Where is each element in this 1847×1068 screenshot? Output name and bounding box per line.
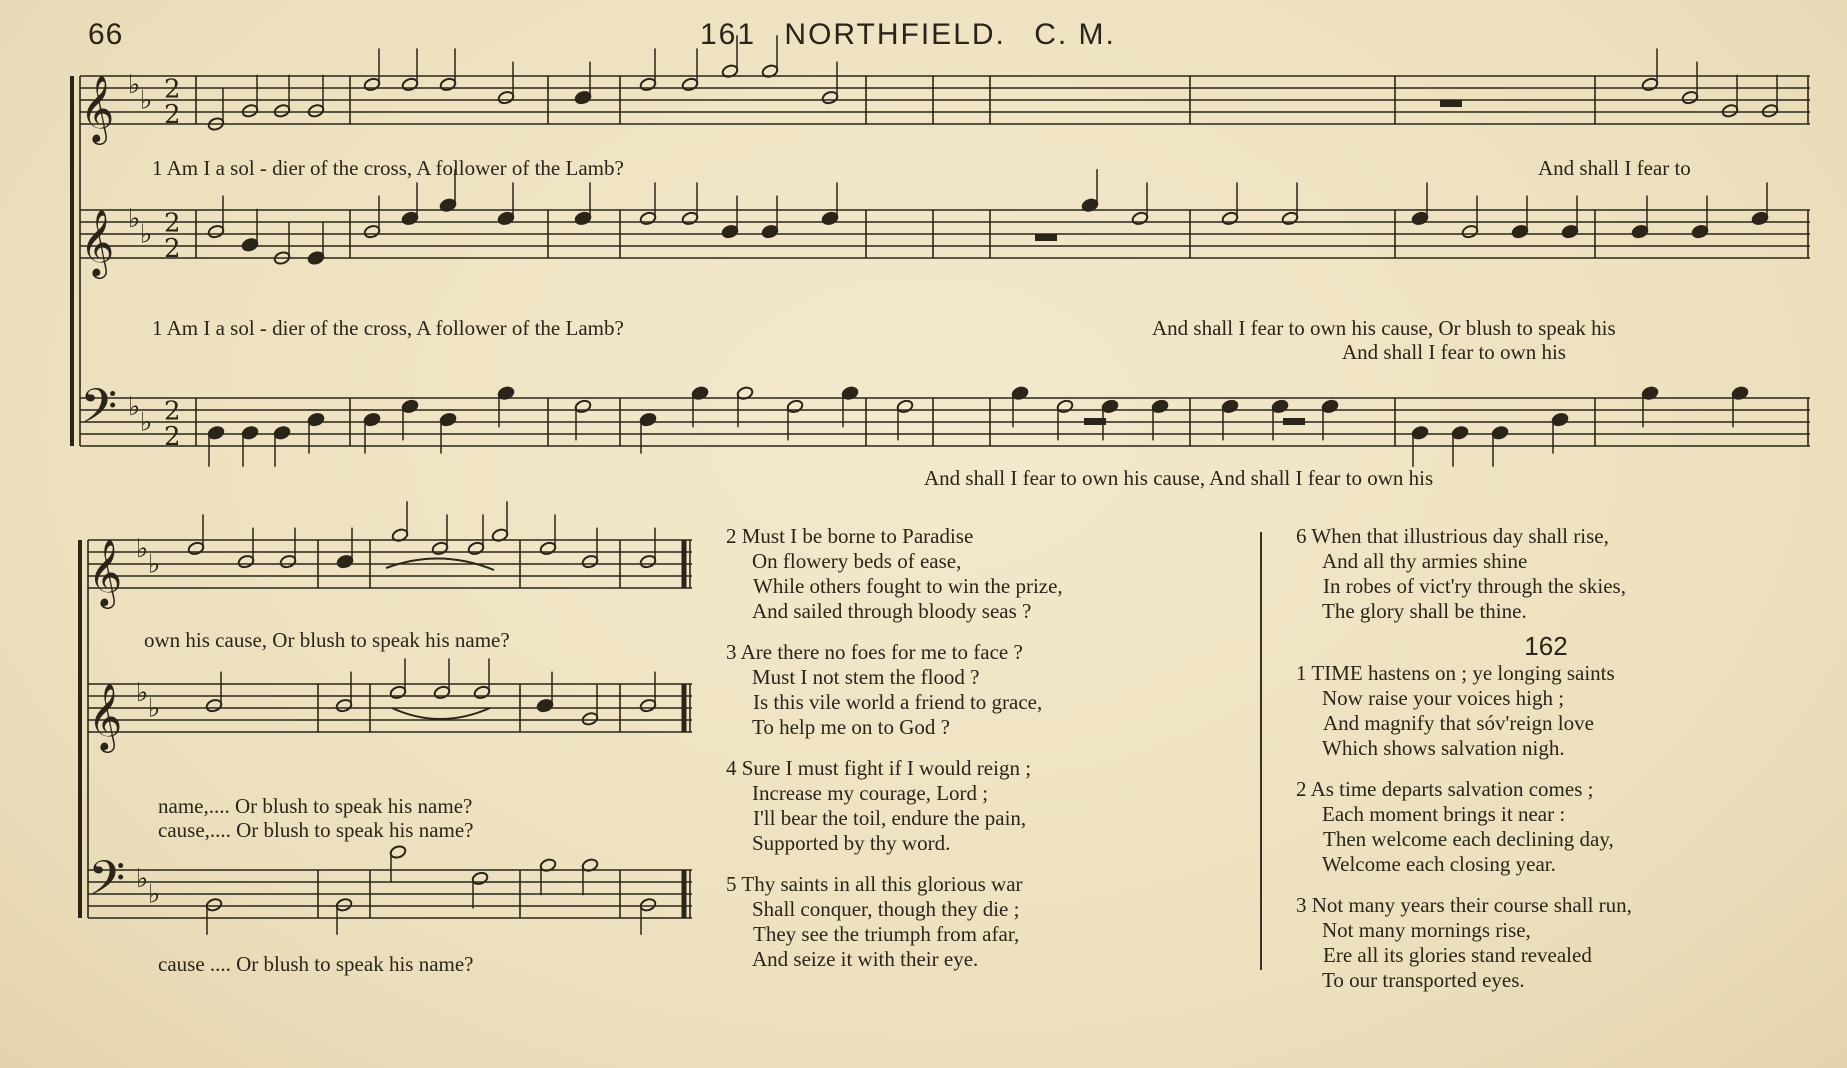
- verse-6: [1296, 524, 1696, 624]
- lyric-line: own his cause, Or blush to speak his name?: [144, 628, 510, 652]
- note-head: [307, 103, 325, 118]
- flat-icon: ♭: [128, 69, 141, 100]
- note-head: [1691, 224, 1709, 239]
- whole-rest-icon: [1035, 234, 1057, 241]
- hymn-162-verse-1: [1296, 661, 1696, 761]
- lyric-line: 1 Am I a sol - dier of the cross, A follower of the Lamb?: [152, 316, 624, 340]
- hymn-162-verse-3: [1296, 893, 1696, 993]
- verse-line: While others fought to win the prize,: [753, 574, 1063, 598]
- flat-icon: ♭: [140, 407, 153, 438]
- verse-5: [726, 872, 1063, 972]
- verse-line: 4 Sure I must fight if I would reign ;: [726, 756, 1032, 780]
- note-head: [401, 211, 419, 226]
- verse-line: And magnify that sóv'reign love: [1323, 711, 1594, 735]
- note-head: [497, 211, 515, 226]
- verse-3: [726, 640, 1063, 740]
- note-head: [207, 425, 225, 440]
- lyric-line: cause,.... Or blush to speak his name?: [158, 818, 474, 842]
- note-head: [439, 77, 457, 92]
- note-head: [761, 224, 779, 239]
- time-signature-bottom: 2: [164, 99, 181, 130]
- verse-line: On flowery beds of ease,: [752, 549, 962, 573]
- verse-line: They see the triumph from afar,: [753, 922, 1020, 946]
- note-head: [207, 224, 225, 239]
- slur-icon: [392, 708, 490, 719]
- note-head: [363, 224, 381, 239]
- whole-rest-icon: [1283, 418, 1305, 425]
- note-head: [279, 554, 297, 569]
- verse-line: 3 Not many years their course shall run,: [1296, 893, 1632, 917]
- flat-icon: ♭: [140, 219, 153, 250]
- time-signature-top: 2: [164, 74, 181, 105]
- note-head: [1101, 399, 1119, 414]
- flat-icon: ♭: [148, 549, 161, 580]
- note-head: [187, 541, 205, 556]
- note-head: [389, 685, 407, 700]
- note-head: [401, 399, 419, 414]
- note-head: [539, 541, 557, 556]
- note-head: [467, 541, 485, 556]
- verses-column-1: [726, 524, 1063, 988]
- bass-clef-icon: 𝄢: [80, 378, 118, 446]
- note-head: [1561, 224, 1579, 239]
- lyric-line: name,.... Or blush to speak his name?: [158, 794, 473, 818]
- note-head: [336, 554, 354, 569]
- verse-4: [726, 756, 1063, 856]
- note-head: [1631, 224, 1649, 239]
- verse-line: 2 As time departs salvation comes ;: [1296, 777, 1594, 801]
- time-signature-top: 2: [164, 396, 181, 427]
- treble-clef-icon: 𝄞: [80, 74, 115, 142]
- lyric-line: And shall I fear to: [1538, 156, 1691, 180]
- verse-line: And all thy armies shine: [1322, 549, 1528, 573]
- note-head: [241, 425, 259, 440]
- note-head: [721, 224, 739, 239]
- tune-name: NORTHFIELD.: [784, 18, 1006, 51]
- note-head: [363, 77, 381, 92]
- note-head: [273, 103, 291, 118]
- note-head: [307, 251, 325, 266]
- note-head: [389, 845, 407, 860]
- treble-clef-icon: 𝄞: [88, 682, 123, 750]
- note-head: [574, 399, 592, 414]
- flat-icon: ♭: [136, 863, 149, 894]
- note-head: [681, 211, 699, 226]
- note-head: [581, 554, 599, 569]
- note-head: [681, 77, 699, 92]
- bass-clef-icon: 𝄢: [88, 850, 126, 918]
- hymn-number-162: 162: [1524, 631, 1568, 661]
- verse-line: To help me on to God ?: [752, 715, 950, 739]
- hymn-162-verse-2: [1296, 777, 1696, 877]
- meter: C. M.: [1034, 18, 1116, 51]
- verse-line: 6 When that illustrious day shall rise,: [1296, 524, 1609, 548]
- flat-icon: ♭: [148, 693, 161, 724]
- note-head: [1131, 211, 1149, 226]
- verse-line: 3 Are there no foes for me to face ?: [726, 640, 1023, 664]
- note-head: [1321, 399, 1339, 414]
- note-head: [205, 897, 223, 912]
- flat-icon: ♭: [148, 879, 161, 910]
- verse-line: The glory shall be thine.: [1322, 599, 1527, 623]
- note-head: [896, 399, 914, 414]
- verse-line: To our transported eyes.: [1322, 968, 1525, 992]
- verse-line: Must I not stem the flood ?: [752, 665, 980, 689]
- note-head: [639, 554, 657, 569]
- note-head: [1411, 211, 1429, 226]
- lyric-line: And shall I fear to own his cause, Or blush to speak his: [1152, 316, 1616, 340]
- note-head: [1411, 425, 1429, 440]
- note-head: [821, 90, 839, 105]
- note-head: [786, 399, 804, 414]
- verse-line: In robes of vict'ry through the skies,: [1323, 574, 1626, 598]
- note-head: [497, 90, 515, 105]
- note-head: [401, 77, 419, 92]
- verse-line: And sailed through bloody seas ?: [752, 599, 1032, 623]
- note-head: [1681, 90, 1699, 105]
- note-head: [1221, 211, 1239, 226]
- verse-line: 5 Thy saints in all this glorious war: [726, 872, 1023, 896]
- note-head: [821, 211, 839, 226]
- verse-line: I'll bear the toil, endure the pain,: [753, 806, 1027, 830]
- note-head: [433, 685, 451, 700]
- verse-line: Now raise your voices high ;: [1322, 686, 1565, 710]
- flat-icon: ♭: [128, 203, 141, 234]
- time-signature-bottom: 2: [164, 421, 181, 452]
- note-head: [1461, 224, 1479, 239]
- whole-rest-icon: [1440, 100, 1462, 107]
- verse-line: Which shows salvation nigh.: [1322, 736, 1565, 760]
- note-head: [205, 698, 223, 713]
- note-head: [273, 425, 291, 440]
- note-head: [335, 698, 353, 713]
- note-head: [307, 412, 325, 427]
- verses-column-2: [1296, 524, 1696, 1009]
- verse-line: Is this vile world a friend to grace,: [753, 690, 1043, 714]
- lyric-line: 1 Am I a sol - dier of the cross, A follower of the Lamb?: [152, 156, 624, 180]
- note-head: [639, 698, 657, 713]
- hymn-number: 161: [700, 18, 757, 51]
- verse-line: 1 TIME hastens on ; ye longing saints: [1296, 661, 1615, 685]
- note-head: [639, 77, 657, 92]
- note-head: [639, 412, 657, 427]
- note-head: [1451, 425, 1469, 440]
- note-head: [536, 698, 554, 713]
- treble-clef-icon: 𝄞: [88, 538, 123, 606]
- note-head: [1151, 399, 1169, 414]
- flat-icon: ♭: [128, 391, 141, 422]
- note-head: [1761, 103, 1779, 118]
- verse-line: Ere all its glories stand revealed: [1323, 943, 1592, 967]
- verse-line: Not many mornings rise,: [1322, 918, 1531, 942]
- note-head: [1551, 412, 1569, 427]
- flat-icon: ♭: [140, 85, 153, 116]
- note-head: [1511, 224, 1529, 239]
- note-head: [431, 541, 449, 556]
- note-head: [1491, 425, 1509, 440]
- verse-2: [726, 524, 1063, 624]
- flat-icon: ♭: [136, 677, 149, 708]
- note-head: [471, 871, 489, 886]
- whole-rest-icon: [1084, 418, 1106, 425]
- note-head: [639, 211, 657, 226]
- column-divider: [1260, 532, 1262, 970]
- verse-line: Each moment brings it near :: [1322, 802, 1566, 826]
- verse-line: Shall conquer, though they die ;: [752, 897, 1020, 921]
- page-number: 66: [88, 18, 124, 51]
- note-head: [1721, 103, 1739, 118]
- note-head: [574, 211, 592, 226]
- note-head: [1271, 399, 1289, 414]
- note-head: [581, 711, 599, 726]
- verse-line: Supported by thy word.: [752, 831, 951, 855]
- note-head: [1056, 399, 1074, 414]
- note-head: [574, 90, 592, 105]
- lyric-line: And shall I fear to own his cause, And shall I fear to own his: [924, 466, 1434, 490]
- note-head: [1751, 211, 1769, 226]
- note-head: [241, 237, 259, 252]
- time-signature-bottom: 2: [164, 233, 181, 264]
- note-head: [473, 685, 491, 700]
- note-head: [237, 554, 255, 569]
- verse-line: Increase my courage, Lord ;: [752, 781, 989, 805]
- note-head: [363, 412, 381, 427]
- note-head: [335, 897, 353, 912]
- note-head: [1281, 211, 1299, 226]
- verse-line: Welcome each closing year.: [1322, 852, 1556, 876]
- note-head: [639, 897, 657, 912]
- time-signature-top: 2: [164, 208, 181, 239]
- note-head: [439, 412, 457, 427]
- note-head: [241, 103, 259, 118]
- lyric-line: cause .... Or blush to speak his name?: [158, 952, 474, 976]
- note-head: [1221, 399, 1239, 414]
- verse-line: 2 Must I be borne to Paradise: [726, 524, 974, 548]
- verse-line: And seize it with their eye.: [752, 947, 979, 971]
- note-head: [1641, 77, 1659, 92]
- verse-line: Then welcome each declining day,: [1323, 827, 1614, 851]
- lyric-line: And shall I fear to own his: [1342, 340, 1566, 364]
- treble-clef-icon: 𝄞: [80, 208, 115, 276]
- flat-icon: ♭: [136, 533, 149, 564]
